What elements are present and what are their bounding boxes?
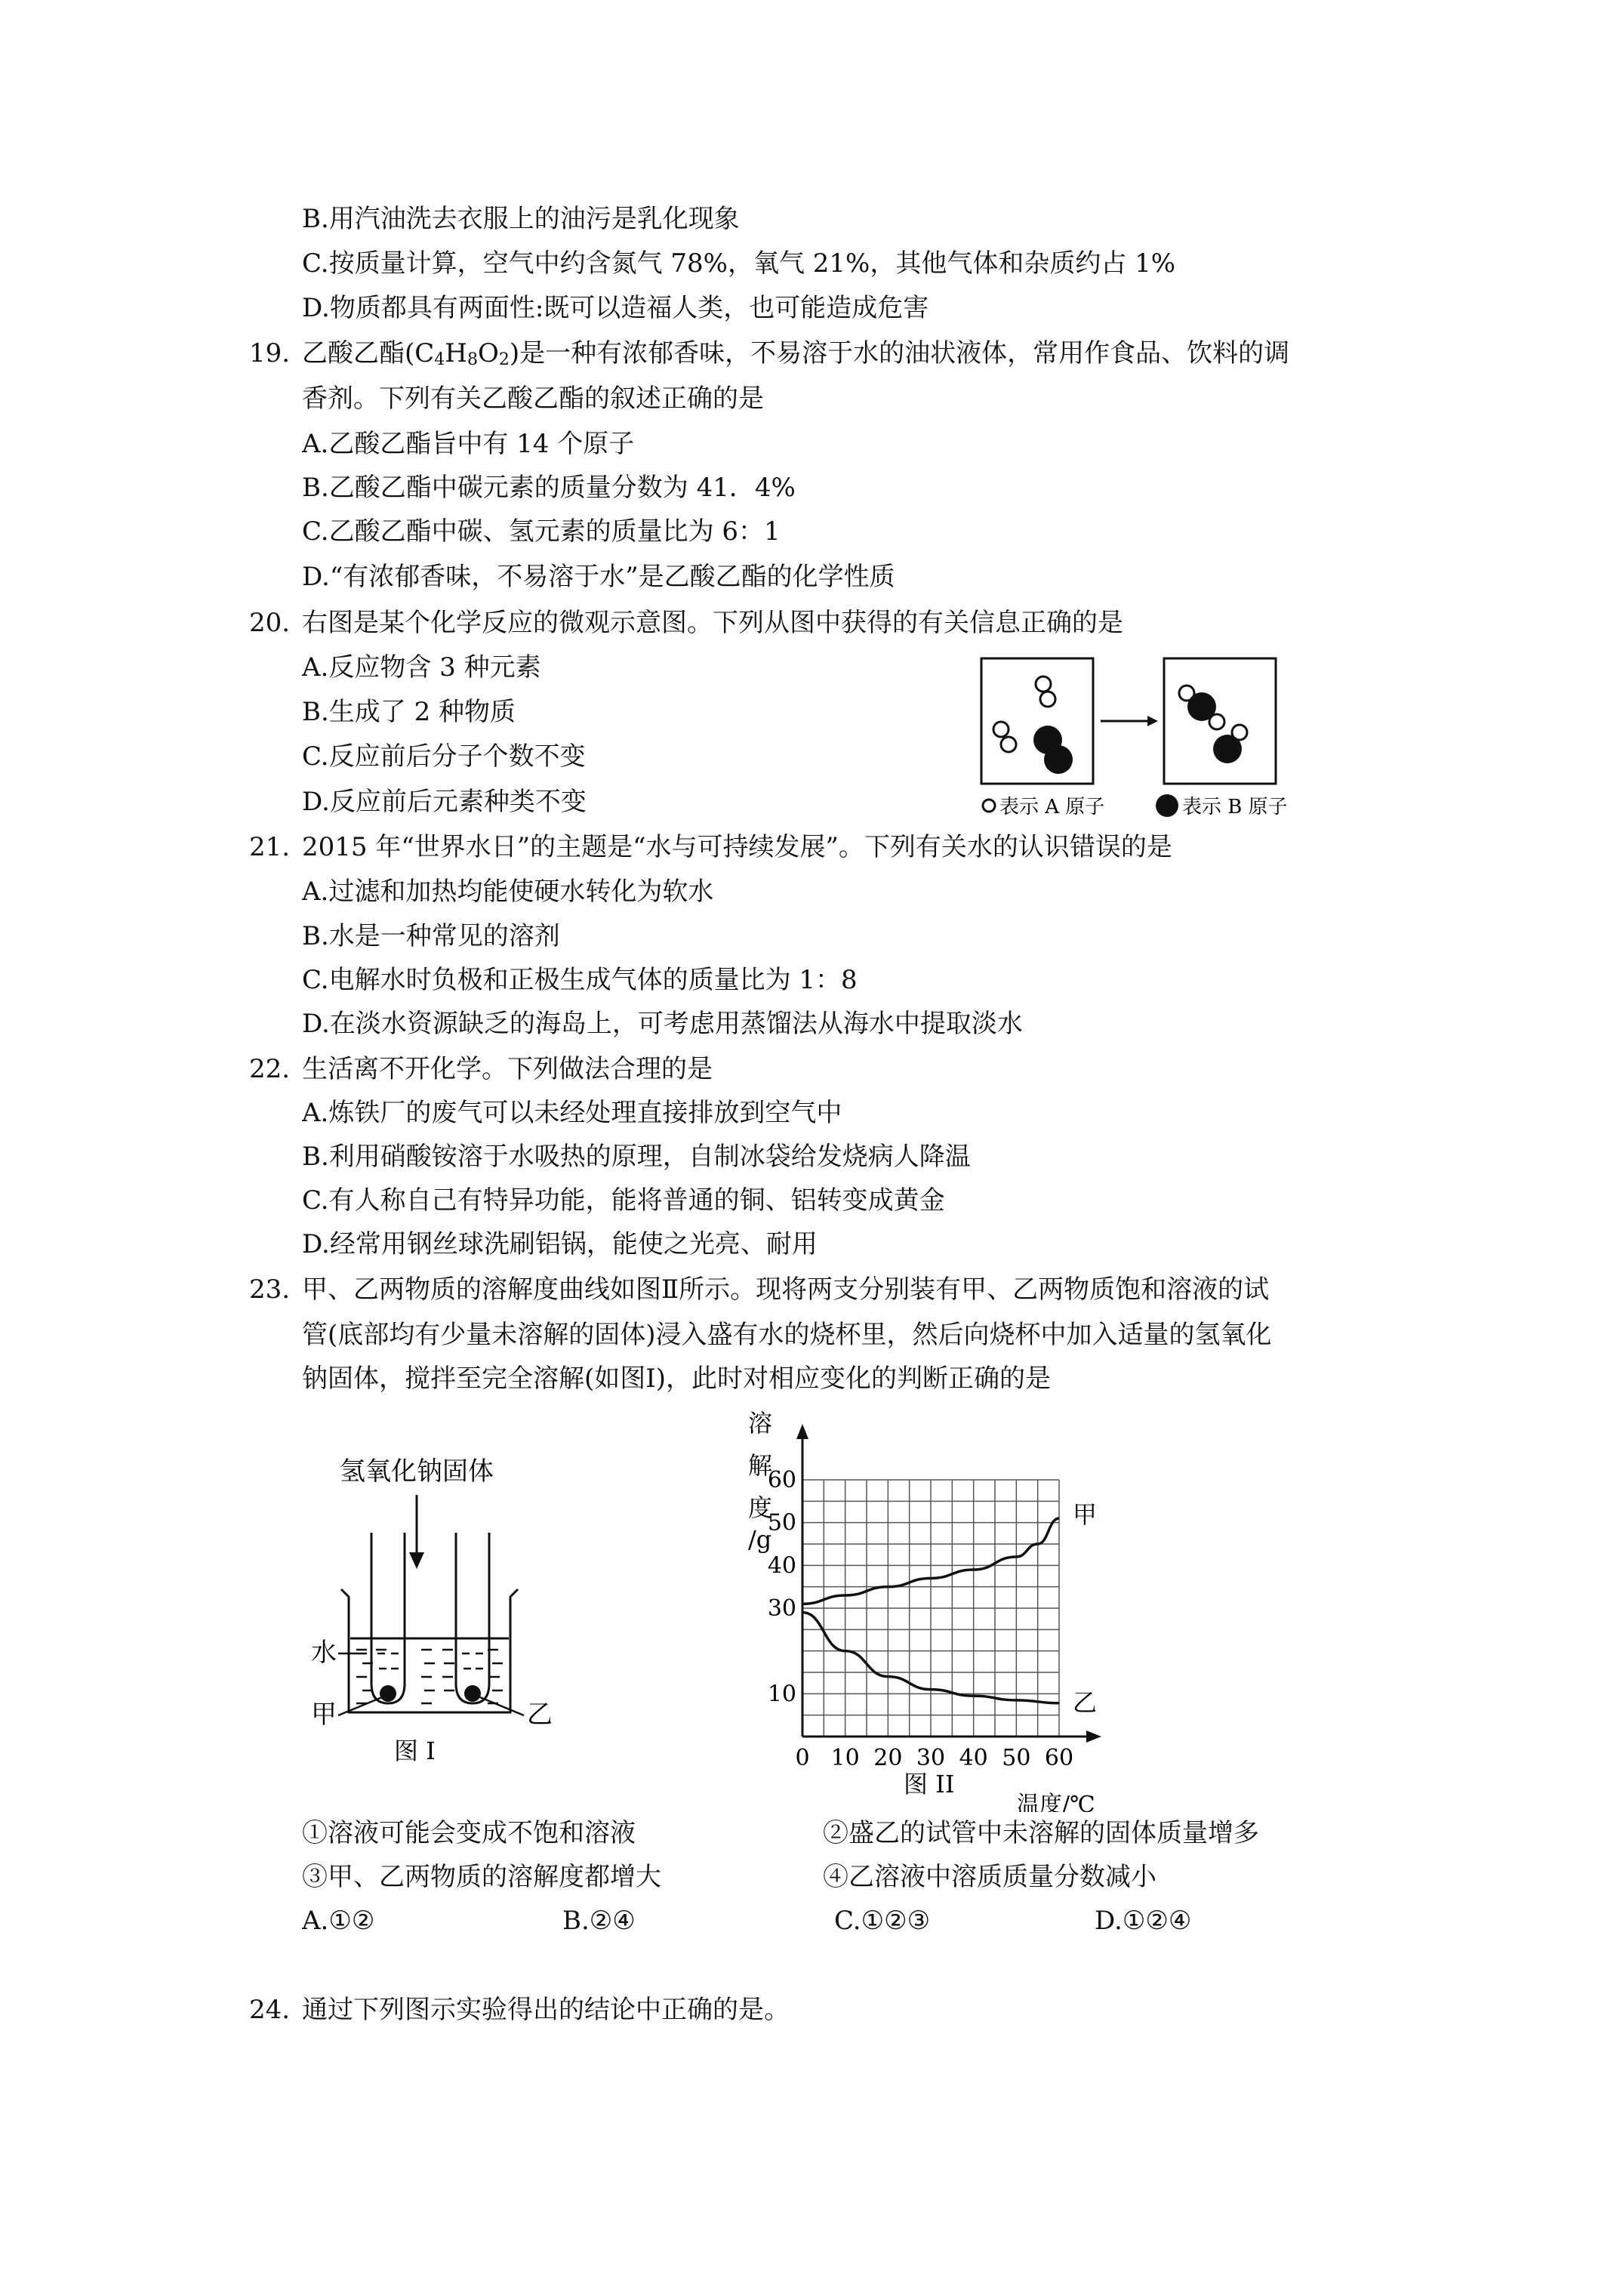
q21-number: 21.: [249, 832, 291, 862]
y-axis-arrow: [796, 1424, 808, 1439]
q21-option-d: D.在淡水资源缺乏的海岛上，可考虑用蒸馏法从海水中提取淡水: [302, 1009, 1023, 1039]
q23-statement-2: ②盛乙的试管中未溶解的固体质量增多: [823, 1818, 1259, 1848]
q19-number: 19.: [249, 338, 291, 368]
reaction-diagram-svg: [974, 649, 1321, 823]
x-tick-label: 20: [873, 1745, 903, 1771]
q20-option-a: A.反应物含 3 种元素: [302, 652, 541, 683]
q20-option-b: B.生成了 2 种物质: [302, 697, 516, 727]
q22-stem: 生活离不开化学。下列做法合理的是: [302, 1054, 713, 1084]
x-axis-arrow: [1086, 1730, 1101, 1743]
q21-option-c: C.电解水时负极和正极生成气体的质量比为 1：8: [302, 965, 858, 995]
atom-b: [1213, 735, 1242, 763]
atom-a: [993, 722, 1009, 737]
q21-option-b: B.水是一种常见的溶剂: [302, 921, 560, 951]
figure-2-caption: 图 II: [904, 1770, 955, 1798]
series-label-yi: 乙: [1073, 1687, 1098, 1717]
x-tick-label: 40: [959, 1745, 988, 1771]
y-tick-label: 60: [767, 1467, 796, 1493]
q22-option-b: B.利用硝酸铵溶于水吸热的原理，自制冰袋给发烧病人降温: [302, 1142, 971, 1172]
q23-statement-1: ①溶液可能会变成不饱和溶液: [302, 1818, 636, 1848]
q19-option-c: C.乙酸乙酯中碳、氢元素的质量比为 6：1: [302, 516, 781, 547]
solid-jia: [380, 1685, 396, 1702]
q22-number: 22.: [249, 1054, 291, 1084]
atom-a: [1209, 714, 1224, 729]
q23-option-a: A.①②: [302, 1906, 375, 1936]
q23-number: 23.: [249, 1274, 291, 1305]
before-box: [981, 658, 1093, 784]
y-axis-label: 度: [748, 1493, 773, 1522]
arrow-head: [1147, 716, 1158, 726]
q22-option-c: C.有人称自己有特异功能，能将普通的铜、铝转变成黄金: [302, 1185, 945, 1216]
q22-option-a: A.炼铁厂的废气可以未经处理直接排放到空气中: [302, 1098, 842, 1128]
x-axis-label: 温度/℃: [1017, 1792, 1095, 1812]
q24-stem: 通过下列图示实验得出的结论中正确的是。: [302, 1995, 790, 2025]
y-tick-label: 10: [767, 1681, 796, 1708]
atom-a: [1001, 737, 1016, 752]
naoh-label: 氢氧化钠固体: [340, 1456, 494, 1487]
q19-stem-line2: 香剂。下列有关乙酸乙酯的叙述正确的是: [302, 384, 764, 414]
q23-statement-3: ③甲、乙两物质的溶解度都增大: [302, 1862, 661, 1892]
q23-stem-line3: 钠固体，搅拌至完全溶解(如图Ⅰ)，此时对相应变化的判断正确的是: [302, 1364, 1051, 1394]
q18-option-b: B.用汽油洗去衣服上的油污是乳化现象: [302, 204, 740, 234]
atom-a: [1036, 676, 1051, 692]
reaction-diagram: [974, 649, 1321, 826]
series-label-jia: 甲: [1073, 1500, 1098, 1529]
water-label: 水: [311, 1638, 337, 1668]
q20-number: 20.: [249, 608, 291, 638]
q18-option-c: C.按质量计算，空气中约含氮气 78%，氧气 21%，其他气体和杂质约占 1%: [302, 248, 1176, 279]
q19-option-b: B.乙酸乙酯中碳元素的质量分数为 41．4%: [302, 473, 796, 503]
q23-statement-4: ④乙溶液中溶质质量分数减小: [823, 1862, 1156, 1892]
solid-yi: [464, 1685, 481, 1702]
y-tick-label: 50: [767, 1509, 796, 1536]
figure-1-caption: 图 I: [394, 1737, 436, 1765]
q23-option-d: D.①②④: [1095, 1906, 1192, 1936]
y-tick-label: 30: [767, 1595, 796, 1622]
q21-stem: 2015 年“世界水日”的主题是“水与可持续发展”。下列有关水的认识错误的是: [302, 832, 1172, 862]
q23-option-c: C.①②③: [834, 1906, 931, 1936]
q24-number: 24.: [249, 1995, 291, 2025]
legend-b-icon: [1156, 794, 1178, 817]
y-axis-label: 解: [748, 1451, 773, 1480]
solubility-chart-svg: [736, 1404, 1129, 1812]
q18-option-d: D.物质都具有两面性:既可以造福人类，也可能造成危害: [302, 293, 929, 323]
q23-stem-line2: 管(底部均有少量未溶解的固体)浸入盛有水的烧杯里，然后向烧杯中加入适量的氢氧化: [302, 1320, 1272, 1350]
x-tick-label: 0: [795, 1745, 810, 1771]
atom-a: [1040, 692, 1055, 707]
beaker-svg: [294, 1435, 551, 1789]
q19-option-d: D.“有浓郁香味，不易溶于水”是乙酸乙酯的化学性质: [302, 562, 895, 592]
q20-option-c: C.反应前后分子个数不变: [302, 741, 586, 772]
q22-option-d: D.经常用钢丝球洗刷铝锅，能使之光亮、耐用: [302, 1229, 818, 1259]
add-arrow-head: [409, 1552, 424, 1569]
q23-option-b: B.②④: [562, 1906, 636, 1936]
jia-label: 甲: [311, 1700, 337, 1730]
q20-option-d: D.反应前后元素种类不变: [302, 787, 587, 817]
legend-b-label: 表示 B 原子: [1182, 796, 1288, 818]
x-tick-label: 50: [1002, 1745, 1031, 1771]
legend-a-icon: [983, 800, 995, 812]
q20-stem: 右图是某个化学反应的微观示意图。下列从图中获得的有关信息正确的是: [302, 608, 1123, 638]
q23-stem-line1: 甲、乙两物质的溶解度曲线如图Ⅱ所示。现将两支分别装有甲、乙两物质饱和溶液的试: [302, 1274, 1270, 1305]
solubility-chart: [736, 1404, 1129, 1815]
y-axis-label: /g: [748, 1525, 772, 1554]
q19-option-a: A.乙酸乙酯旨中有 14 个原子: [302, 429, 635, 459]
legend-a-label: 表示 A 原子: [999, 796, 1105, 818]
x-tick-label: 60: [1044, 1745, 1074, 1771]
x-tick-label: 10: [830, 1745, 860, 1771]
x-tick-label: 30: [916, 1745, 946, 1771]
y-tick-label: 40: [767, 1552, 796, 1579]
figure-beaker: [294, 1435, 551, 1792]
y-axis-label: 溶: [748, 1409, 773, 1438]
yi-label: 乙: [527, 1700, 551, 1730]
q19-stem-line1: 乙酸乙酯$(C_4H_8O_2)$是一种有浓郁香味，不易溶于水的油状液体，常用作食品、饮料的调: [302, 338, 1290, 369]
q21-option-a: A.过滤和加热均能使硬水转化为软水: [302, 877, 714, 907]
atom-b: [1044, 745, 1073, 774]
